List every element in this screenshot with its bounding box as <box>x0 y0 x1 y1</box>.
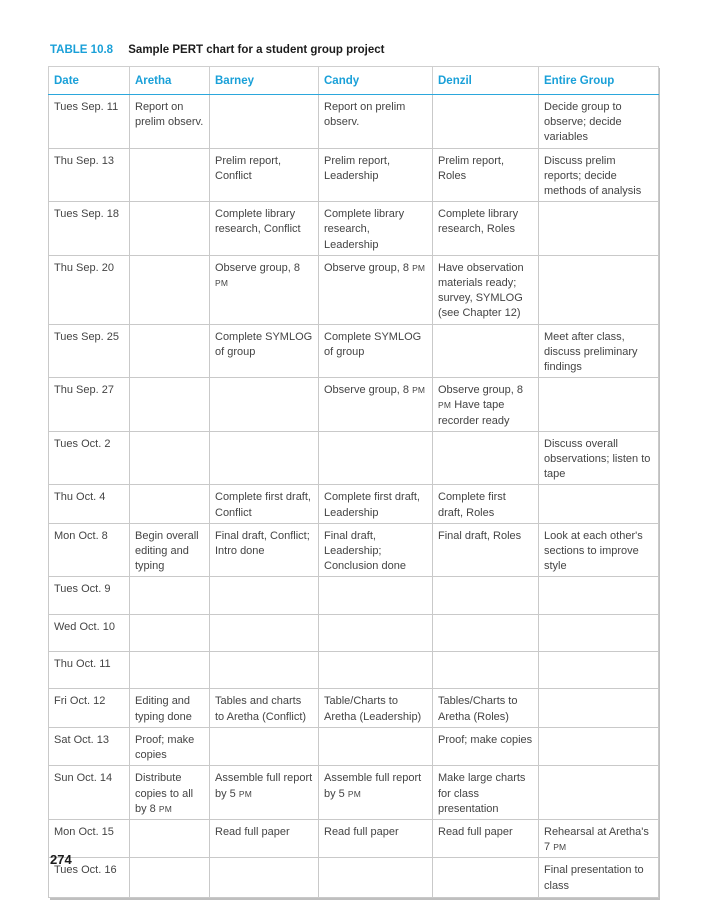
cell-date: Sun Oct. 14 <box>49 766 130 820</box>
cell-denzil: Tables/Charts to Aretha (Roles) <box>433 689 539 727</box>
cell-barney: Complete library research, Conflict <box>210 202 319 256</box>
cell-denzil: Prelim report, Roles <box>433 148 539 202</box>
cell-entire-group: Discuss prelim reports; decide methods of analysis <box>539 148 659 202</box>
cell-aretha <box>130 202 210 256</box>
cell-candy: Complete first draft, Leadership <box>319 485 433 523</box>
cell-date: Thu Sep. 27 <box>49 378 130 432</box>
cell-aretha: Distribute copies to all by 8 PM <box>130 766 210 820</box>
cell-date: Fri Oct. 12 <box>49 689 130 727</box>
cell-candy: Complete library research, Leadership <box>319 202 433 256</box>
cell-date: Sat Oct. 13 <box>49 727 130 765</box>
cell-aretha <box>130 858 210 898</box>
cell-entire-group: Discuss overall observations; listen to tape <box>539 431 659 485</box>
cell-aretha <box>130 431 210 485</box>
cell-barney: Observe group, 8 PM <box>210 255 319 324</box>
cell-barney <box>210 577 319 615</box>
cell-denzil <box>433 652 539 689</box>
cell-candy <box>319 652 433 689</box>
cell-barney <box>210 858 319 898</box>
cell-entire-group: Final presentation to class <box>539 858 659 898</box>
cell-date: Thu Sep. 20 <box>49 255 130 324</box>
cell-denzil: Complete first draft, Roles <box>433 485 539 523</box>
table-row <box>49 766 659 820</box>
header-row <box>49 67 659 95</box>
cell-entire-group <box>539 689 659 727</box>
table-row <box>49 523 659 577</box>
cell-entire-group <box>539 378 659 432</box>
cell-entire-group: Meet after class, discuss preliminary findings <box>539 324 659 378</box>
table-caption <box>50 44 385 56</box>
cell-barney <box>210 378 319 432</box>
cell-candy: Prelim report, Leadership <box>319 148 433 202</box>
header-barney: Barney <box>210 67 319 95</box>
cell-date: Mon Oct. 8 <box>49 523 130 577</box>
cell-barney: Assemble full report by 5 PM <box>210 766 319 820</box>
cell-denzil: Proof; make copies <box>433 727 539 765</box>
header-denzil: Denzil <box>433 67 539 95</box>
cell-date: Tues Sep. 18 <box>49 202 130 256</box>
cell-barney <box>210 431 319 485</box>
cell-date: Tues Oct. 2 <box>49 431 130 485</box>
cell-candy <box>319 615 433 652</box>
cell-aretha <box>130 378 210 432</box>
cell-barney: Prelim report, Conflict <box>210 148 319 202</box>
table-row <box>49 324 659 378</box>
cell-denzil: Have observation materials ready; survey, SYMLOG (see Chapter 12) <box>433 255 539 324</box>
cell-candy: Table/Charts to Aretha (Leadership) <box>319 689 433 727</box>
cell-candy: Observe group, 8 PM <box>319 255 433 324</box>
cell-barney: Final draft, Conflict; Intro done <box>210 523 319 577</box>
cell-denzil <box>433 615 539 652</box>
cell-candy <box>319 727 433 765</box>
cell-barney <box>210 652 319 689</box>
cell-entire-group <box>539 615 659 652</box>
cell-aretha <box>130 577 210 615</box>
table-row <box>49 689 659 727</box>
cell-denzil: Read full paper <box>433 819 539 857</box>
pert-chart-container <box>48 66 658 898</box>
cell-date: Tues Sep. 11 <box>49 95 130 149</box>
cell-barney: Complete first draft, Conflict <box>210 485 319 523</box>
header-entire-group: Entire Group <box>539 67 659 95</box>
cell-entire-group <box>539 485 659 523</box>
cell-date: Tues Oct. 16 <box>49 858 130 898</box>
cell-aretha <box>130 819 210 857</box>
cell-candy: Assemble full report by 5 PM <box>319 766 433 820</box>
table-row <box>49 577 659 615</box>
table-label: TABLE 10.8 <box>50 44 114 56</box>
table-title: Sample PERT chart for a student group project <box>128 44 385 56</box>
cell-candy: Read full paper <box>319 819 433 857</box>
cell-denzil <box>433 431 539 485</box>
cell-denzil: Complete library research, Roles <box>433 202 539 256</box>
cell-aretha: Editing and typing done <box>130 689 210 727</box>
cell-denzil <box>433 858 539 898</box>
table-row <box>49 652 659 689</box>
cell-candy <box>319 431 433 485</box>
cell-candy: Final draft, Leadership; Conclusion done <box>319 523 433 577</box>
table-row <box>49 615 659 652</box>
cell-date: Thu Sep. 13 <box>49 148 130 202</box>
table-row <box>49 819 659 857</box>
cell-barney <box>210 615 319 652</box>
cell-aretha: Report on prelim observ. <box>130 95 210 149</box>
cell-entire-group <box>539 202 659 256</box>
cell-candy <box>319 577 433 615</box>
cell-entire-group: Rehearsal at Aretha's 7 PM <box>539 819 659 857</box>
cell-date: Tues Sep. 25 <box>49 324 130 378</box>
cell-denzil <box>433 324 539 378</box>
cell-aretha <box>130 148 210 202</box>
header-candy: Candy <box>319 67 433 95</box>
pert-chart-table <box>48 66 659 898</box>
table-row <box>49 95 659 149</box>
table-row <box>49 255 659 324</box>
cell-denzil: Observe group, 8 PM Have tape recorder ready <box>433 378 539 432</box>
table-row <box>49 727 659 765</box>
table-row <box>49 485 659 523</box>
cell-date: Tues Oct. 9 <box>49 577 130 615</box>
cell-barney: Complete SYMLOG of group <box>210 324 319 378</box>
cell-date: Thu Oct. 11 <box>49 652 130 689</box>
table-row <box>49 378 659 432</box>
cell-aretha <box>130 615 210 652</box>
cell-entire-group <box>539 577 659 615</box>
header-aretha: Aretha <box>130 67 210 95</box>
cell-entire-group: Look at each other's sections to improve style <box>539 523 659 577</box>
cell-entire-group <box>539 727 659 765</box>
header-date: Date <box>49 67 130 95</box>
cell-barney <box>210 95 319 149</box>
cell-entire-group <box>539 255 659 324</box>
cell-aretha <box>130 485 210 523</box>
cell-denzil: Make large charts for class presentation <box>433 766 539 820</box>
cell-aretha: Begin overall editing and typing <box>130 523 210 577</box>
cell-entire-group <box>539 652 659 689</box>
cell-date: Wed Oct. 10 <box>49 615 130 652</box>
page-number: 274 <box>50 852 72 867</box>
cell-denzil: Final draft, Roles <box>433 523 539 577</box>
cell-candy: Complete SYMLOG of group <box>319 324 433 378</box>
cell-barney: Read full paper <box>210 819 319 857</box>
cell-aretha: Proof; make copies <box>130 727 210 765</box>
table-row <box>49 148 659 202</box>
cell-candy: Report on prelim observ. <box>319 95 433 149</box>
table-row <box>49 431 659 485</box>
cell-aretha <box>130 652 210 689</box>
cell-aretha <box>130 255 210 324</box>
cell-denzil <box>433 577 539 615</box>
table-row <box>49 202 659 256</box>
cell-date: Mon Oct. 15 <box>49 819 130 857</box>
cell-candy <box>319 858 433 898</box>
cell-barney <box>210 727 319 765</box>
cell-date: Thu Oct. 4 <box>49 485 130 523</box>
cell-entire-group: Decide group to observe; decide variables <box>539 95 659 149</box>
table-row <box>49 858 659 898</box>
cell-entire-group <box>539 766 659 820</box>
cell-barney: Tables and charts to Aretha (Conflict) <box>210 689 319 727</box>
cell-candy: Observe group, 8 PM <box>319 378 433 432</box>
cell-denzil <box>433 95 539 149</box>
cell-aretha <box>130 324 210 378</box>
